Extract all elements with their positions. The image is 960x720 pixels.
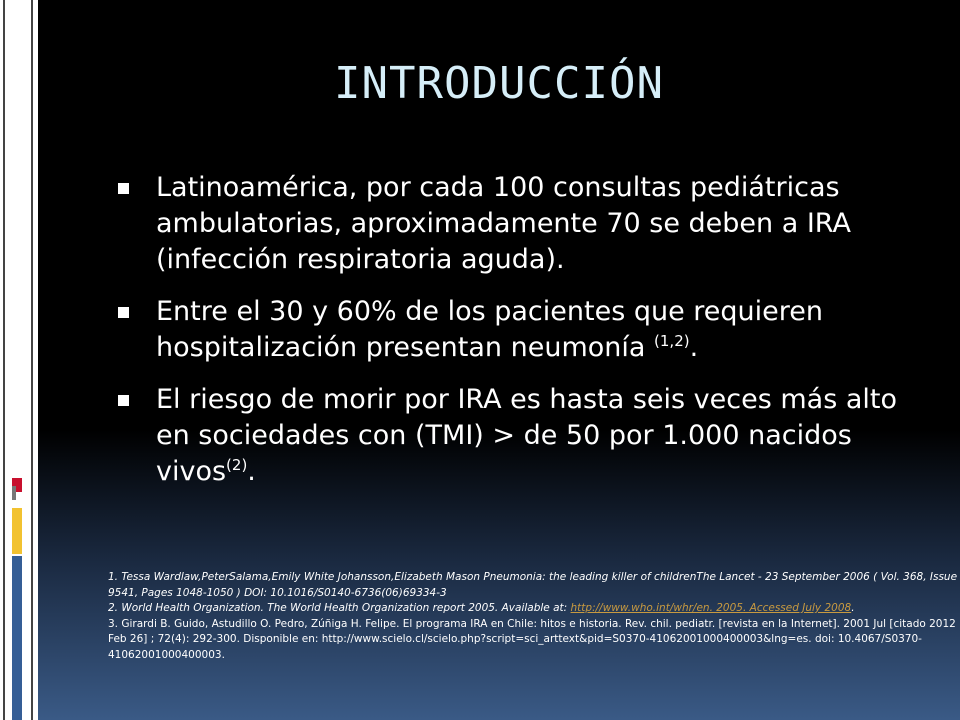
reference-text: 2. World Health Organization. The World Health Organization report 2005. Available at: xyxy=(108,602,571,614)
bullet-text-end: . xyxy=(689,332,699,363)
content-panel xyxy=(38,0,960,720)
references xyxy=(108,570,960,663)
bullet-text: El riesgo de morir por IRA es hasta seis veces más alto en sociedades con (TMI) > de 50 por 1.000 nacidos vivos xyxy=(156,384,897,487)
side-accent-bars xyxy=(12,0,22,720)
decorative-line xyxy=(3,0,5,720)
yellow-accent-bar xyxy=(12,508,22,554)
square-bullet-icon xyxy=(118,395,129,406)
reference-text-end: . xyxy=(851,602,855,614)
slide-title: INTRODUCCIÓN xyxy=(334,58,664,109)
reference-item: 3. Girardi B. Guido, Astudillo O. Pedro, Zúñiga H. Felipe. El programa IRA en Chile: hitos e historia. Rev. chil. pediatr. [revista en la Internet]. 2001 Jul [citado 2012 Feb 26] ; 72(4): 292-300. Disponible en: http://www.scielo.cl/scielo.php?script=sci_arttext&pid=S0370-41062001000400003&lng=es. doi: 10.4067/S0370-41062001000400003. xyxy=(108,617,956,661)
gray-accent-bar xyxy=(12,486,16,500)
square-bullet-icon xyxy=(118,183,129,194)
reference-link[interactable]: http://www.who.int/whr/en. 2005. Accessed July 2008 xyxy=(570,602,852,614)
bullet-item xyxy=(118,294,898,366)
bullet-text: Latinoamérica, por cada 100 consultas pediátricas ambulatorias, aproximadamente 70 se deben a IRA (infección respiratoria aguda). xyxy=(156,172,851,275)
bullet-text-end: . xyxy=(247,456,256,487)
reference-item xyxy=(108,601,960,617)
reference-item: 1. Tessa Wardlaw,PeterSalama,Emily White Johansson,Elizabeth Mason Pneumonia: the leading killer of childrenThe Lancet - 23 September 2006 ( Vol. 368, Issue 9541, Pages 1048-1050 ) DOI: 10.1016/S0140-6736(06)69334-3 xyxy=(108,571,958,599)
citation-superscript: (2) xyxy=(226,456,248,474)
blue-accent-bar xyxy=(12,556,22,720)
decorative-line xyxy=(31,0,33,720)
bullet-list xyxy=(118,170,898,506)
citation-superscript: (1,2) xyxy=(654,332,690,350)
bullet-item xyxy=(118,382,898,490)
bullet-text: Entre el 30 y 60% de los pacientes que requieren hospitalización presentan neumonía xyxy=(156,296,824,363)
square-bullet-icon xyxy=(118,307,129,318)
bullet-item xyxy=(118,170,898,278)
